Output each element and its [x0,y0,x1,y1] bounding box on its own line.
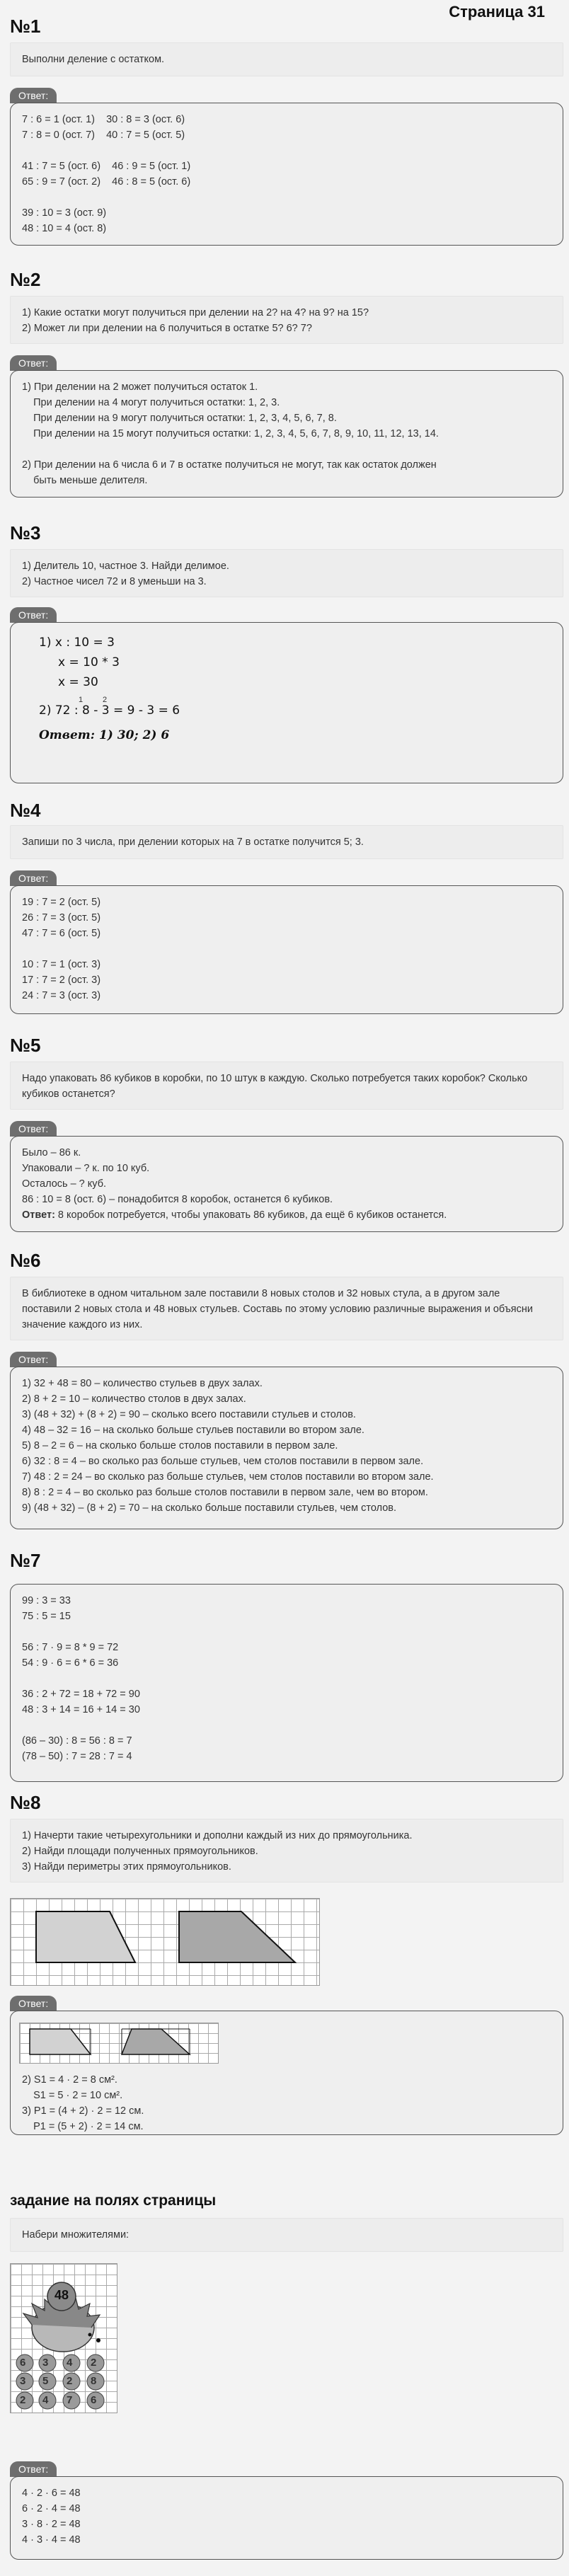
answer-line: S1 = 5 · 2 = 10 см². [22,2090,123,2101]
task-8-answer-grid [19,2023,219,2064]
answer-line: 9) (48 + 32) – (8 + 2) = 70 – на сколько больше поставили стульев, чем столов. [22,1502,397,1514]
answer-label: Ответ: [10,88,57,103]
answer-line: Было – 86 к. [22,1147,81,1158]
answer-line [22,1718,551,1733]
answer-line: При делении на 15 могут получиться остатки: 1, 2, 3, 4, 5, 6, 7, 8, 9, 10, 11, 12, 13, 14. [22,428,439,439]
answer-line: P1 = (5 + 2) · 2 = 14 см. [22,2121,144,2132]
task-3-question [10,549,563,597]
answer-line: 4 · 2 · 6 = 48 [22,2488,81,2499]
answer-label: Ответ: [10,870,57,886]
question-text: 1) Делитель 10, частное 3. Найди делимое. [22,560,229,572]
answer-label: Ответ: [10,2461,57,2477]
apple-number: 3 [42,2357,49,2369]
question-text: 2) Частное чисел 72 и 8 уменьши на 3. [22,576,207,587]
quadrilateral-2 [179,1911,295,1962]
answer-label: Ответ: [10,1121,57,1137]
page-title: Страница 31 [449,3,545,21]
question-text: В библиотеке в одном читальном зале поставили 8 новых столов и 32 новых стула, а в другом зале поставили 2 новых стола и 48 новых стульев. Составь по этому условию различные выражения и объясни значение каждого из них. [22,1288,533,1330]
answer-line: Упаковали – ? к. по 10 куб. [22,1163,150,1174]
task-5-question [10,1062,563,1110]
task-3-answer [10,622,563,783]
question-text: 1) Какие остатки могут получиться при делении на 2? на 4? на 9? на 15? [22,307,369,318]
task-8-figures-grid [10,1898,320,1986]
task-8-answer [10,2011,563,2135]
figure-1 [30,2029,91,2054]
answer-line: (78 – 50) : 7 = 28 : 7 = 4 [22,1751,132,1762]
question-text: 2) Может ли при делении на 6 получиться в остатке 5? 6? 7? [22,323,312,334]
answer-final-text: 8 коробок потребуется, чтобы упаковать 86 кубиков, да ещё 6 кубиков останется. [54,1209,447,1221]
question-text: 2) Найди площади полученных прямоугольников. [22,1846,258,1857]
order-mark: 1 [79,696,84,704]
answer-line [22,190,551,205]
answer-line: 7 : 6 = 1 (ост. 1) 30 : 8 = 3 (ост. 6) [22,114,185,125]
apple-number: 6 [91,2394,97,2406]
answer-line: 26 : 7 = 3 (ост. 5) [22,912,101,924]
answer-line: 10 : 7 = 1 (ост. 3) [22,959,101,970]
apple-number: 4 [67,2357,73,2369]
apple-number: 2 [91,2357,97,2369]
answer-final-label: Ответ: [22,1209,55,1221]
answer-line: 3) (48 + 32) + (8 + 2) = 90 – сколько всего поставили стульев и столов. [22,1409,356,1420]
answer-line: 3 · 8 · 2 = 48 [22,2519,81,2530]
target-number: 48 [54,2288,69,2302]
task-4-answer [10,885,563,1014]
answer-line: 4) 48 – 32 = 16 – на сколько больше стульев поставили во втором зале. [22,1425,364,1436]
apple-number: 8 [91,2375,97,2387]
quadrilateral-1 [36,1911,135,1962]
task-2-answer [10,370,563,498]
task-1-number: №1 [10,16,41,37]
handwritten-line: 2) 72 : 8 - 3 = 9 - 3 = 6 [39,703,180,718]
hedgehog-nose [96,2338,100,2342]
apple-number: 4 [42,2394,49,2406]
answer-line: 2) При делении на 6 числа 6 и 7 в остатке получиться не могут, так как остаток должен [22,459,437,471]
margin-task-question [10,2218,563,2252]
task-6-question [10,1277,563,1340]
task-5-number: №5 [10,1035,41,1056]
answer-line: 47 : 7 = 6 (ост. 5) [22,928,101,939]
question-text: 1) Начерти такие четырехугольники и дополни каждый из них до прямоугольника. [22,1830,413,1841]
task-2-number: №2 [10,269,41,290]
answer-line: 99 : 3 = 33 [22,1595,71,1606]
answer-line: 1) 32 + 48 = 80 – количество стульев в двух залах. [22,1378,263,1389]
answer-line: 75 : 5 = 15 [22,1611,71,1622]
answer-line: 17 : 7 = 2 (ост. 3) [22,974,101,986]
answer-line: Осталось – ? куб. [22,1178,107,1190]
answer-line [22,1671,551,1686]
answer-line: 6 · 2 · 4 = 48 [22,2503,81,2514]
answer-final [22,1207,551,1223]
answer-line: (86 – 30) : 8 = 56 : 8 = 7 [22,1735,132,1747]
margin-task-answer [10,2476,563,2560]
figure-2 [122,2029,190,2054]
apple-number: 6 [20,2357,26,2369]
task-3-number: №3 [10,522,41,544]
answer-label: Ответ: [10,1352,57,1367]
answer-line [22,442,551,457]
answer-line: 41 : 7 = 5 (ост. 6) 46 : 9 = 5 (ост. 1) [22,161,191,172]
task-6-answer [10,1367,563,1529]
hedgehog-illustration [11,2264,117,2413]
answer-line: При делении на 9 могут получиться остатки: 1, 2, 3, 4, 5, 6, 7, 8. [22,413,337,424]
answer-line: 48 : 3 + 14 = 16 + 14 = 30 [22,1704,140,1715]
question-text: Набери множителями: [22,2229,130,2241]
answer-line: 48 : 10 = 4 (ост. 8) [22,223,107,234]
apple-number: 5 [42,2375,49,2387]
handwritten-line: x = 10 * 3 [39,655,120,669]
handwritten-line: x = 30 [39,675,98,689]
task-7-number: №7 [10,1550,41,1571]
answer-label: Ответ: [10,1996,57,2011]
task-1-question [10,42,563,76]
task-6-number: №6 [10,1250,41,1271]
task-8-number: №8 [10,1792,41,1813]
answer-line: 3) P1 = (4 + 2) · 2 = 12 см. [22,2105,144,2117]
task-4-number: №4 [10,800,41,821]
answer-label: Ответ: [10,607,57,623]
apple-number: 3 [20,2375,26,2387]
answer-line: 2) S1 = 4 · 2 = 8 см². [22,2074,117,2086]
task-4-question [10,825,563,859]
handwritten-answer: Ответ: 1) 30; 2) 6 [39,728,170,742]
question-text: 3) Найди периметры этих прямоугольников. [22,1861,231,1873]
task-5-answer [10,1136,563,1232]
answer-line: 4 · 3 · 4 = 48 [22,2534,81,2546]
answer-line: быть меньше делителя. [22,475,148,486]
task-1-answer [10,103,563,246]
margin-task-heading: задание на полях страницы [10,2192,217,2209]
answer-line: 86 : 10 = 8 (ост. 6) – понадобится 8 коробок, останется 6 кубиков. [22,1194,333,1205]
apple-number: 7 [67,2394,73,2406]
apple-number: 2 [67,2375,73,2387]
answer-line: 54 : 9 · 6 = 6 * 6 = 36 [22,1657,119,1669]
answer-line: 2) 8 + 2 = 10 – количество столов в двух залах. [22,1393,246,1405]
answer-line [22,941,551,957]
hedgehog-eye [88,2333,92,2337]
answer-line: 36 : 2 + 72 = 18 + 72 = 90 [22,1689,140,1700]
task-7-answer [10,1584,563,1782]
apple-number: 2 [20,2394,26,2406]
answer-line: 39 : 10 = 3 (ост. 9) [22,207,107,219]
question-text: Выполни деление с остатком. [22,54,165,65]
answer-line: 24 : 7 = 3 (ост. 3) [22,990,101,1001]
answer-line: При делении на 4 могут получиться остатки: 1, 2, 3. [22,397,280,408]
task-2-question [10,296,563,344]
answer-line [22,1624,551,1640]
order-mark: 2 [103,696,108,704]
handwritten-line: 1) x : 10 = 3 [39,636,115,650]
question-text: Надо упаковать 86 кубиков в коробки, по 10 штук в каждую. Сколько потребуется таких коробок? Сколько кубиков останется? [22,1073,528,1100]
margin-puzzle-grid [10,2263,117,2413]
answer-line [22,143,551,159]
answer-line: 56 : 7 · 9 = 8 * 9 = 72 [22,1642,119,1653]
answer-line: 8) 8 : 2 = 4 – во сколько раз больше столов поставили в первом зале, чем во втором. [22,1487,428,1498]
answer-line: 5) 8 – 2 = 6 – на сколько больше столов поставили в первом зале. [22,1440,338,1451]
answer-label: Ответ: [10,355,57,371]
answer-line: 19 : 7 = 2 (ост. 5) [22,897,101,908]
answer-line: 7 : 8 = 0 (ост. 7) 40 : 7 = 5 (ост. 5) [22,130,185,141]
answer-line: 1) При делении на 2 может получиться остаток 1. [22,381,258,393]
answer-line: 65 : 9 = 7 (ост. 2) 46 : 8 = 5 (ост. 6) [22,176,191,188]
question-text: Запиши по 3 числа, при делении которых на 7 в остатке получится 5; 3. [22,836,364,848]
answer-line: 6) 32 : 8 = 4 – во сколько раз больше стульев, чем столов поставили в первом зале. [22,1456,424,1467]
quadrilaterals-drawing [11,1899,319,1985]
task-8-question [10,1819,563,1882]
answer-line: 7) 48 : 2 = 24 – во сколько раз больше стульев, чем столов поставили во втором зале. [22,1471,434,1483]
rectangles-drawing [20,2023,218,2063]
